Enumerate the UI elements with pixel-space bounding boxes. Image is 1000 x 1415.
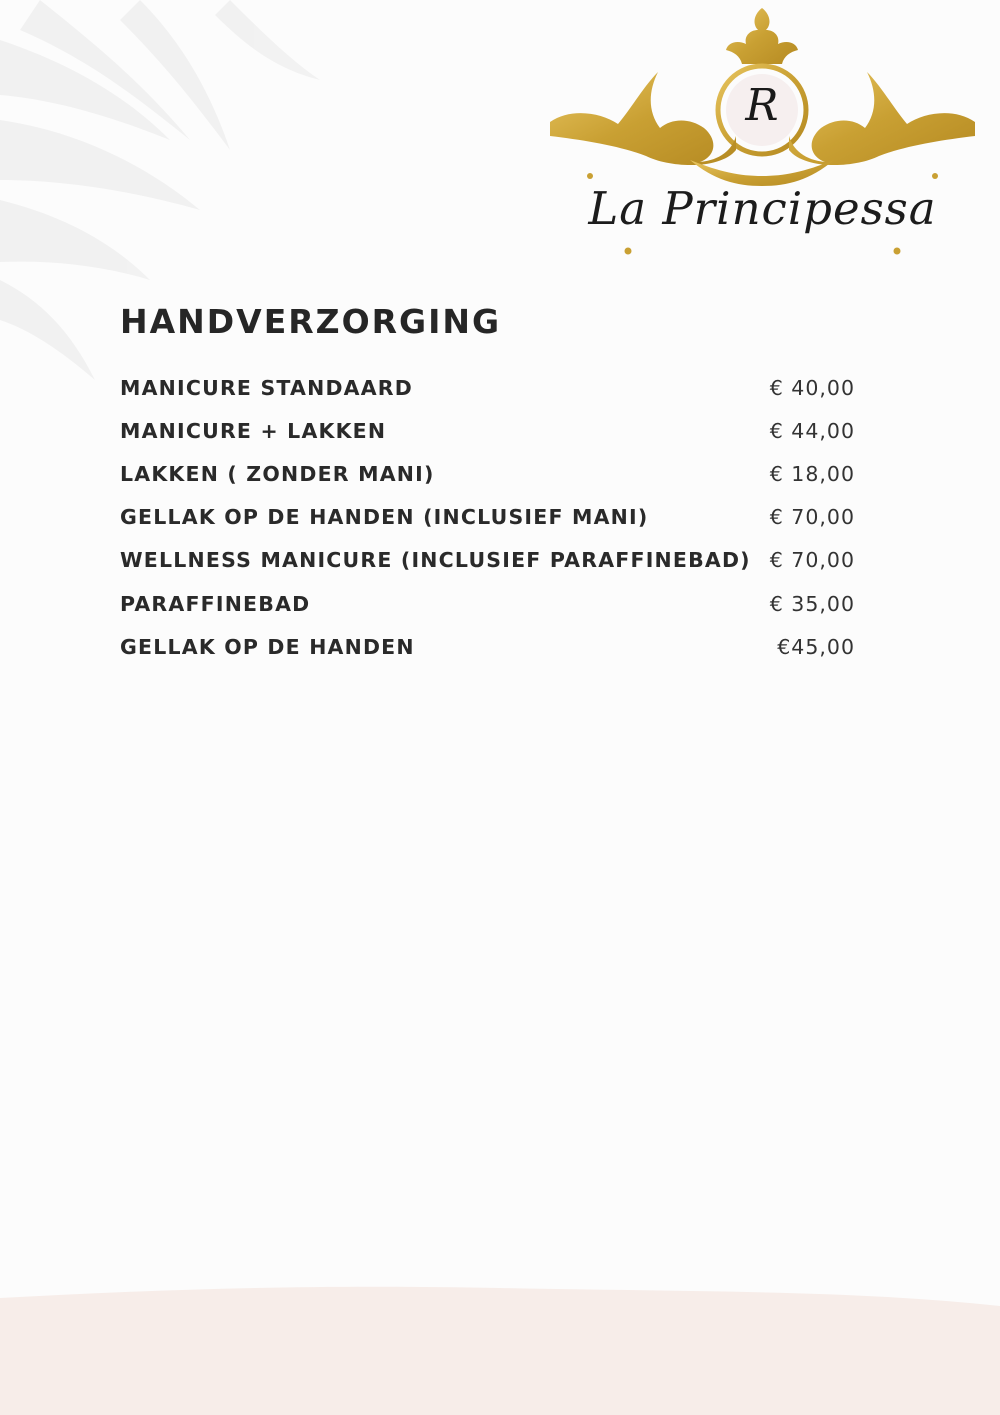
price-list [120, 366, 855, 668]
item-name: GELLAK OP DE HANDEN (INCLUSIEF MANI) [120, 505, 649, 530]
item-price: € 40,00 [769, 375, 855, 400]
item-name: MANICURE + LAKKEN [120, 418, 387, 443]
list-item [120, 582, 855, 625]
item-name: PARAFFINEBAD [120, 591, 311, 616]
list-item [120, 366, 855, 409]
list-item [120, 625, 855, 668]
list-item [120, 496, 855, 539]
item-price: € 35,00 [769, 591, 855, 616]
brand-logo [540, 0, 985, 270]
bottom-pink-wash [0, 1280, 1000, 1415]
item-price: € 70,00 [769, 505, 855, 530]
list-item [120, 539, 855, 582]
item-name: GELLAK OP DE HANDEN [120, 634, 415, 659]
list-item [120, 452, 855, 495]
logo-monogram: R [745, 80, 779, 131]
item-price: € 18,00 [769, 461, 855, 486]
item-price: € 44,00 [769, 418, 855, 443]
list-item [120, 409, 855, 452]
section-title: HANDVERZORGING [120, 302, 502, 341]
brand-name: La Principessa [588, 182, 937, 235]
palm-leaf-shadow [0, 0, 360, 420]
item-price: €45,00 [777, 634, 855, 659]
item-name: LAKKEN ( ZONDER MANI) [120, 461, 435, 486]
item-name: MANICURE STANDAARD [120, 375, 413, 400]
item-price: € 70,00 [769, 548, 855, 573]
item-name: WELLNESS MANICURE (INCLUSIEF PARAFFINEBAD) [120, 548, 751, 573]
